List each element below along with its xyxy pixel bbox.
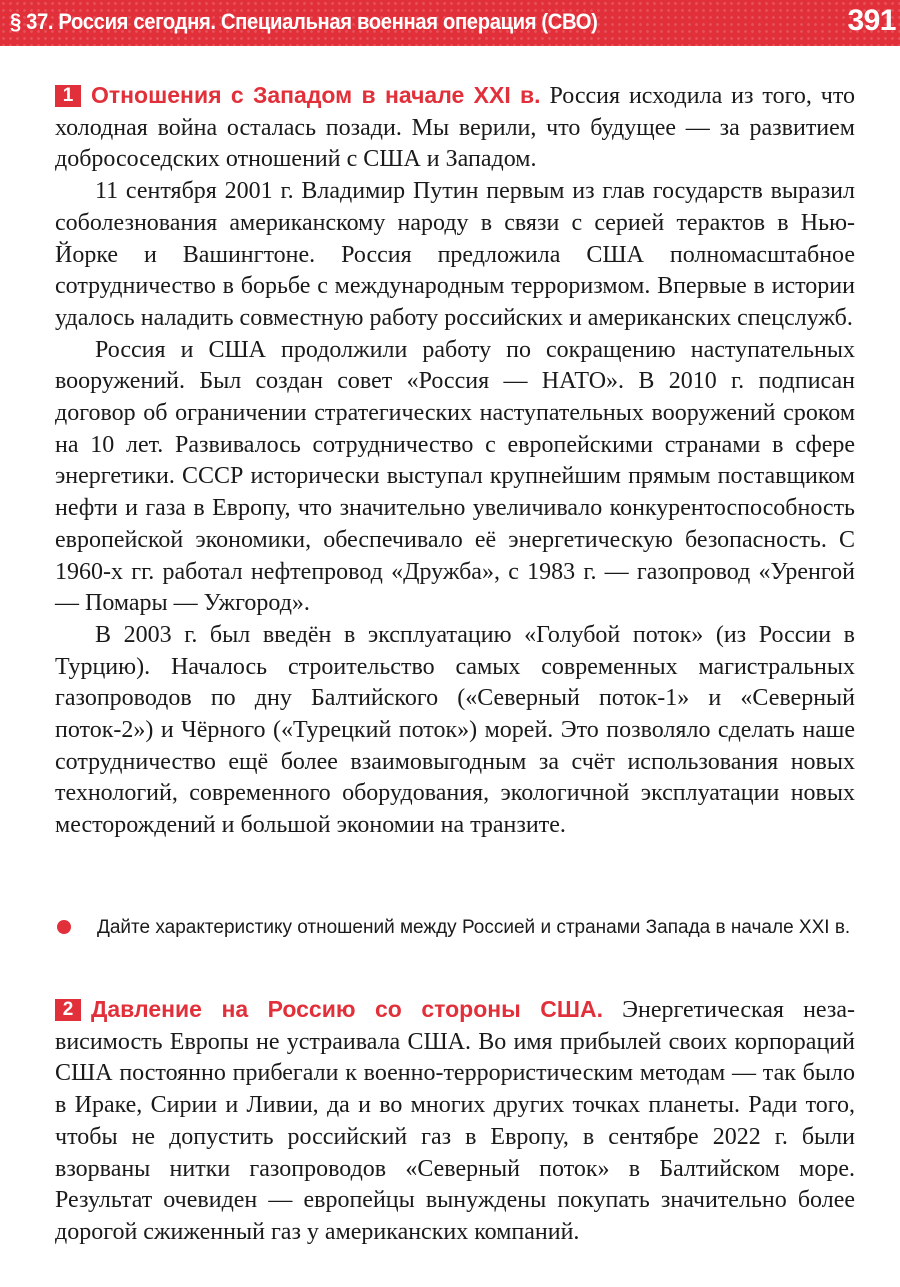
section-2-lead-paragraph: [55, 994, 855, 1249]
section-1-lead-paragraph: [55, 80, 855, 176]
section-1-number-badge: 1: [55, 85, 81, 107]
review-question: [55, 914, 855, 941]
review-question-text: Дайте характеристику отношений между Россией и странами Запада в начале XXI в.: [97, 917, 851, 938]
section-2-number-badge: 2: [55, 999, 81, 1021]
bullet-dot-icon: [57, 920, 71, 934]
section-1-paragraph: Россия и США продолжили работу по сокращению наступательных вооружений. Был создан совет «Россия — НАТО». В 2010 г. подписан договор об ограничении стратегических наступательных вооружений сроком на 10 лет. Развивалось сотрудничество с европейскими странами в сфере энергетики. СССР исторически выступал крупнейшим прямым поставщиком нефти и газа в Европу, что значительно увеличивало конкурентоспособность европейской экономики, обеспечивало её энергетическую безопасность. С 1960-х гг. работал нефтепровод «Дружба», с 1983 г. — газопровод «Уренгой — Помары — Ужгород».: [55, 336, 855, 617]
section-1-paragraph: 11 сентября 2001 г. Владимир Путин первым из глав государств выразил соболезнования американскому народу в связи с серией терактов в Нью-Йорке и Вашингтоне. Россия предложила США полномасштабное сотрудничество в борьбе с международным терроризмом. Впервые в истории удалось наладить совместную работу российских и американских спецслужб.: [55, 178, 855, 331]
section-2-title: Давление на Россию со стороны США.: [91, 996, 604, 1022]
page-header: [0, 0, 900, 46]
section-2-lead-text: Энергетическая независимость Европы не устраивала США. Во имя прибылей своих корпораций США постоянно прибегали к военно-террористическим методам — так было в Ираке, Сирии и Ливии, да и во многих других точках планеты. Ради того, чтобы не допустить российский газ в Европу, в сентябре 2022 г. были взорваны нитки газопроводов «Северный поток» в Балтийском море. Результат очевиден — европейцы вынуждены покупать значительно более дорогой сжиженный газ у американских компаний.: [55, 997, 855, 1245]
section-1: [55, 80, 855, 842]
section-2: [55, 994, 855, 1249]
chapter-title: § 37. Россия сегодня. Специальная военная операция (СВО): [10, 9, 598, 34]
section-1-paragraph: В 2003 г. был введён в эксплуатацию «Голубой поток» (из России в Турцию). Началось строительство самых современных магистральных газопроводов по дну Балтийского («Северный поток-1» и «Северный поток-2») и Чёрного («Турецкий поток») морей. Это позволяло сделать наше сотрудничество ещё более взаимовыгодным за счёт использования новых технологий, современного оборудования, экологичной эксплуатации новых месторождений и большой экономии на транзите.: [55, 621, 855, 839]
page-number: 391: [847, 4, 896, 37]
section-1-lead-text: Россия исходила из того, что холодная война осталась позади. Мы верили, что будущее — за развитием добрососедских отношений с США и Западом.: [55, 83, 855, 173]
section-1-title: Отношения с Западом в начале XXI в.: [91, 82, 541, 108]
